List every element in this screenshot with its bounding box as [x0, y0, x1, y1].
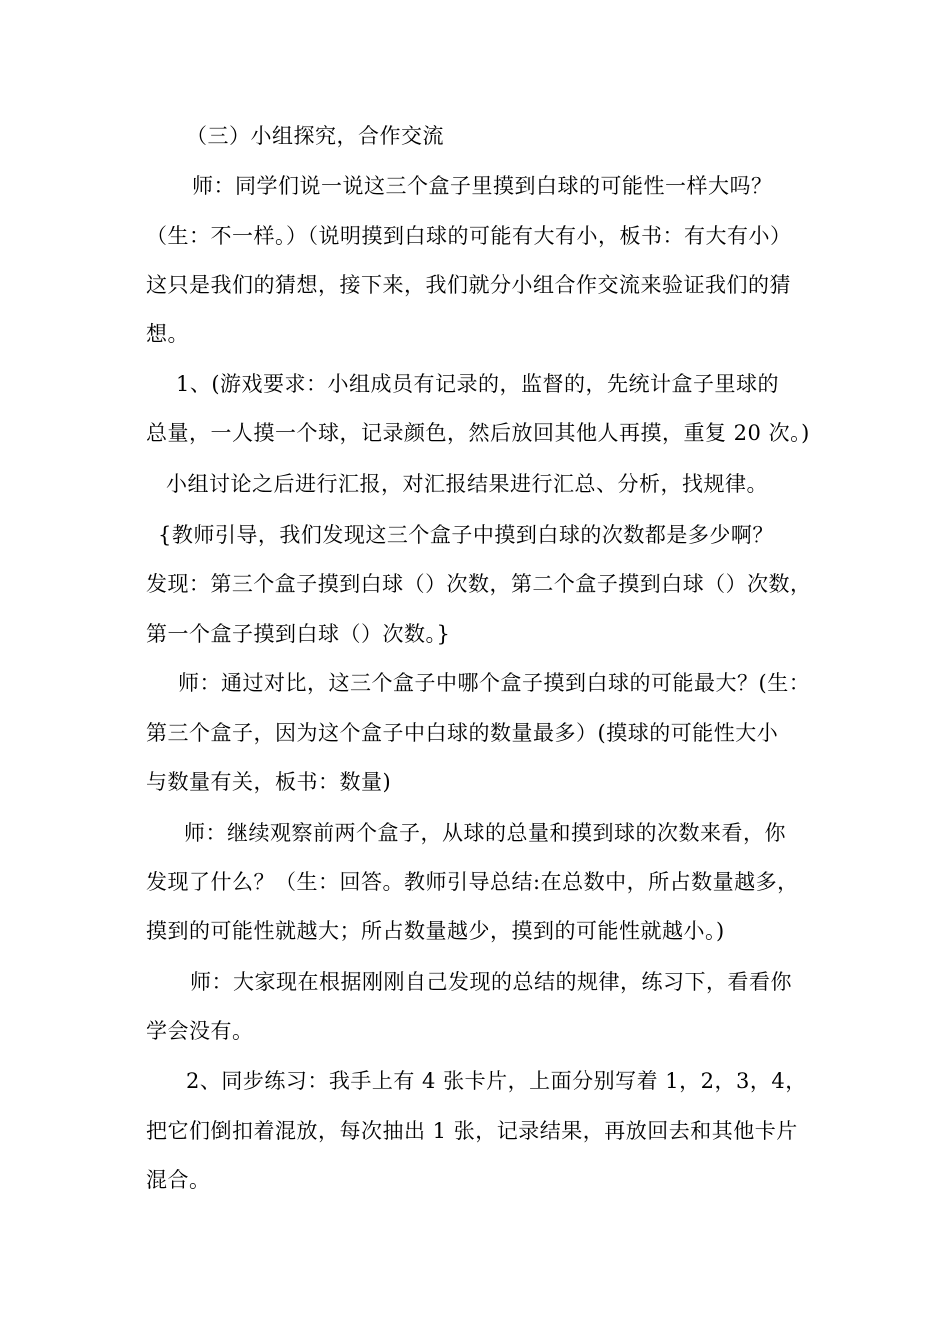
paragraph-line: 师：继续观察前两个盒子，从球的总量和摸到球的次数来看，你: [184, 821, 786, 845]
paragraph-line: 总量，一人摸一个球，记录颜色，然后放回其他人再摸，重复 20 次。): [146, 421, 810, 445]
paragraph-line: 把它们倒扣着混放，每次抽出 1 张，记录结果，再放回去和其他卡片: [146, 1119, 798, 1143]
paragraph-line: 1、(游戏要求：小组成员有记录的，监督的，先统计盒子里球的: [176, 372, 780, 396]
paragraph-line: （生：不一样。）（说明摸到白球的可能有大有小，板书：有大有小）: [146, 224, 792, 248]
paragraph-line: 师：大家现在根据刚刚自己发现的总结的规律，练习下，看看你: [190, 970, 792, 994]
paragraph-line: 混合。: [146, 1168, 211, 1192]
paragraph-line: 学会没有。: [146, 1019, 254, 1043]
paragraph-line: 与数量有关，板书：数量): [146, 770, 392, 794]
paragraph-line: 第三个盒子，因为这个盒子中白球的数量最多）(摸球的可能性大小: [146, 721, 779, 745]
paragraph-line: 想。: [146, 322, 189, 346]
paragraph-line: 2、同步练习：我手上有 4 张卡片，上面分别写着 1，2，3，4，: [186, 1069, 807, 1093]
paragraph-line: 发现：第三个盒子摸到白球（）次数，第二个盒子摸到白球（）次数，: [146, 572, 812, 596]
paragraph-line: 摸到的可能性就越大；所占数量越少，摸到的可能性就越小。): [146, 919, 725, 943]
paragraph-line: 师：通过对比，这三个盒子中哪个盒子摸到白球的可能最大？(生：: [178, 671, 811, 695]
section-heading: （三）小组探究，合作交流: [186, 124, 444, 148]
paragraph-line: 这只是我们的猜想，接下来，我们就分小组合作交流来验证我们的猜: [146, 273, 791, 297]
paragraph-line: {教师引导，我们发现这三个盒子中摸到白球的次数都是多少啊？: [158, 523, 774, 547]
paragraph-line: 师：同学们说一说这三个盒子里摸到白球的可能性一样大吗？: [192, 174, 773, 198]
paragraph-line: 第一个盒子摸到白球（）次数。}: [146, 622, 451, 646]
paragraph-line: 发现了什么？（生：回答。教师引导总结:在总数中，所占数量越多，: [146, 870, 799, 894]
paragraph-line: 小组讨论之后进行汇报，对汇报结果进行汇总、分析，找规律。: [166, 472, 768, 496]
